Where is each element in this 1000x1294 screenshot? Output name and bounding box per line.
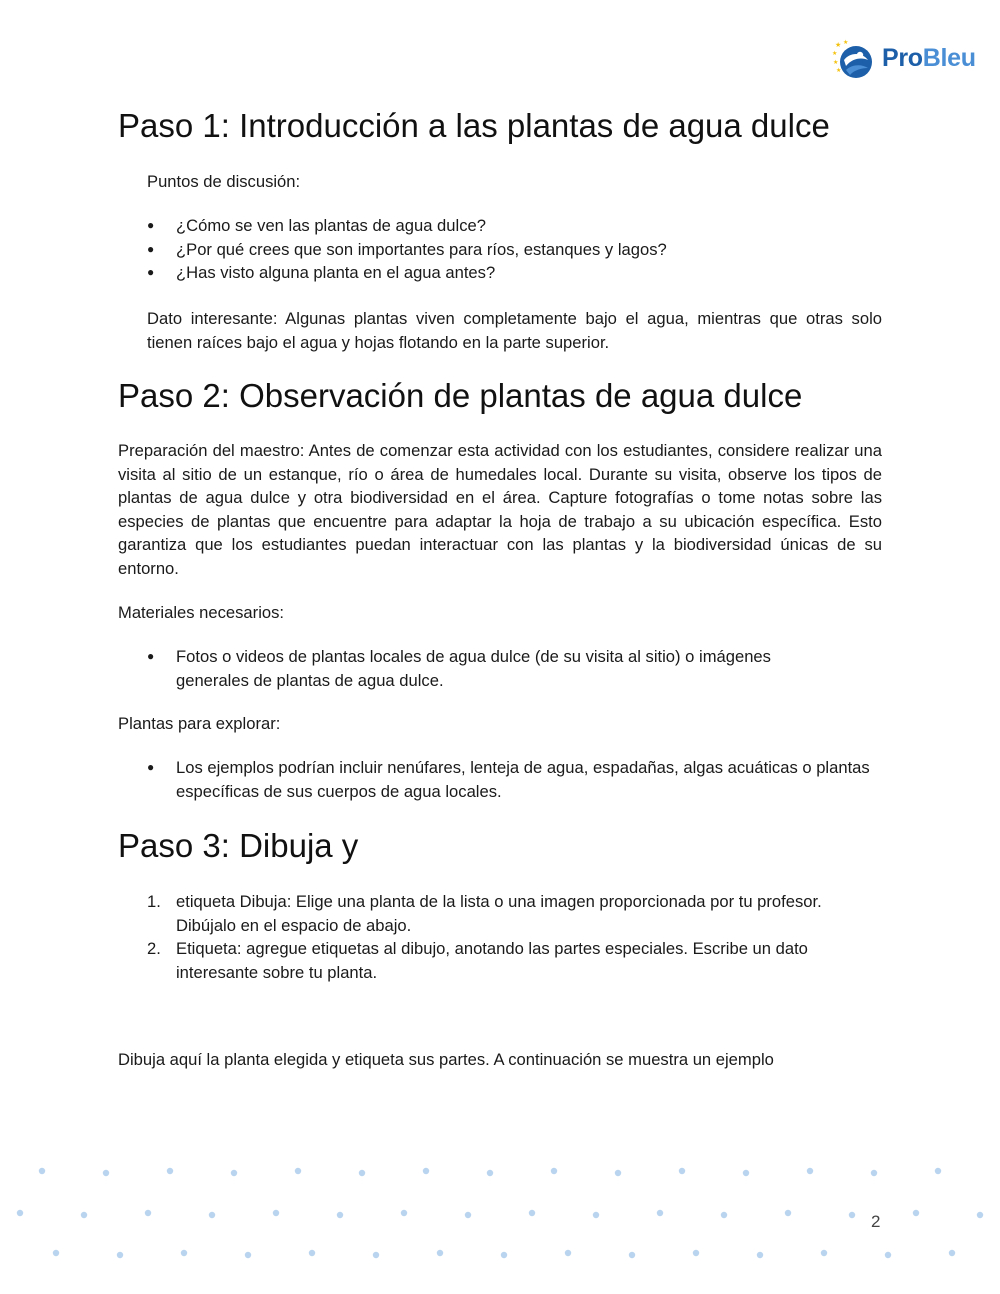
decorative-dot (949, 1250, 955, 1256)
step3-heading: Paso 3: Dibuja y (118, 827, 359, 864)
decorative-dot (807, 1168, 813, 1174)
decorative-dot (231, 1170, 237, 1176)
decorative-dot (145, 1210, 151, 1216)
decorative-dot (871, 1170, 877, 1176)
decorative-dot (465, 1212, 471, 1218)
step1-heading: Paso 1: Introducción a las plantas de agua dulce (118, 107, 830, 144)
decorative-dot (17, 1210, 23, 1216)
step-number: 2. (147, 939, 161, 958)
probleu-globe-icon (832, 38, 878, 82)
list-item: ● Fotos o videos de plantas locales de agua dulce (de su visita al sitio) o imágenes generales de plantas de agua dulce. (147, 645, 847, 692)
decorative-dot (373, 1252, 379, 1258)
decorative-dot-pattern (0, 1150, 1000, 1280)
list-item: ● ¿Has visto alguna planta en el agua antes? (147, 261, 887, 285)
step2-heading: Paso 2: Observación de plantas de agua dulce (118, 377, 803, 414)
decorative-dot (551, 1168, 557, 1174)
decorative-dot (167, 1168, 173, 1174)
svg-text:★: ★ (836, 68, 842, 74)
decorative-dot (359, 1170, 365, 1176)
decorative-dot (785, 1210, 791, 1216)
decorative-dot (295, 1168, 301, 1174)
decorative-dot (693, 1250, 699, 1256)
decorative-dot (181, 1250, 187, 1256)
decorative-dot (81, 1212, 87, 1218)
decorative-dot (487, 1170, 493, 1176)
decorative-dot (821, 1250, 827, 1256)
decorative-dot (273, 1210, 279, 1216)
decorative-dot (913, 1210, 919, 1216)
list-item: ● ¿Por qué crees que son importantes para ríos, estanques y lagos? (147, 238, 887, 262)
decorative-dot (245, 1252, 251, 1258)
decorative-dot (209, 1212, 215, 1218)
decorative-dot (977, 1212, 983, 1218)
decorative-dot (401, 1210, 407, 1216)
step-text: etiqueta Dibuja: Elige una planta de la lista o una imagen proporcionada por tu profesor. Dibújalo en el espacio de abajo. (176, 892, 822, 935)
plants-label: Plantas para explorar: (118, 714, 281, 733)
step-number: 1. (147, 892, 161, 911)
decorative-dot (679, 1168, 685, 1174)
materials-list (147, 645, 847, 692)
decorative-dot (117, 1252, 123, 1258)
list-item (147, 890, 882, 937)
decorative-dot (615, 1170, 621, 1176)
decorative-dot (437, 1250, 443, 1256)
decorative-dot (721, 1212, 727, 1218)
plants-list (147, 756, 872, 803)
page-number: 2 (871, 1212, 881, 1231)
brand-name (882, 44, 976, 73)
decorative-dot (103, 1170, 109, 1176)
drawing-instruction: Dibuja aquí la planta elegida y etiqueta sus partes. A continuación se muestra un ejemplo (118, 1050, 774, 1069)
decorative-dot (935, 1168, 941, 1174)
decorative-dot (501, 1252, 507, 1258)
drawing-steps-list (147, 890, 882, 984)
step-text: Etiqueta: agregue etiquetas al dibujo, anotando las partes especiales. Escribe un dato interesante sobre tu planta. (176, 939, 808, 982)
decorative-dot (593, 1212, 599, 1218)
discussion-questions-list (147, 214, 887, 285)
interesting-fact: Dato interesante: Algunas plantas viven completamente bajo el agua, mientras que otras solo tienen raíces bajo el agua y hojas flotando en la parte superior. (147, 309, 882, 352)
decorative-dot (309, 1250, 315, 1256)
discussion-label: Puntos de discusión: (147, 172, 301, 191)
decorative-dot (657, 1210, 663, 1216)
decorative-dot (885, 1252, 891, 1258)
list-item: ● Los ejemplos podrían incluir nenúfares, lenteja de agua, espadañas, algas acuáticas o plantas específicas de sus cuerpos de agua locales. (147, 756, 872, 803)
svg-text:★: ★ (832, 51, 838, 57)
list-item (147, 937, 882, 984)
list-item: ● ¿Cómo se ven las plantas de agua dulce? (147, 214, 887, 238)
brand-bleu: Bleu (922, 44, 976, 72)
brand-pro: Pro (882, 44, 923, 72)
decorative-dot (337, 1212, 343, 1218)
teacher-prep: Preparación del maestro: Antes de comenzar esta actividad con los estudiantes, considere realizar una visita al sitio de un estanque, río o área de humedales local. Durante su visita, observe los tipos de plantas de agua dulce y otra biodiversidad en el área. Capture fotografías o tome notas sobre las especies de plantas que encuentre para adaptar la hoja de trabajo a su ubicación específica. Esto garantiza que los estudiantes puedan interactuar con las plantas y la biodiversidad únicas de su entorno. (118, 441, 882, 578)
decorative-dot (529, 1210, 535, 1216)
decorative-dot (39, 1168, 45, 1174)
decorative-dot (757, 1252, 763, 1258)
decorative-dot (849, 1212, 855, 1218)
decorative-dot (743, 1170, 749, 1176)
svg-text:★: ★ (843, 40, 849, 46)
svg-text:★: ★ (835, 42, 842, 49)
decorative-dot (629, 1252, 635, 1258)
decorative-dot (53, 1250, 59, 1256)
decorative-dot (423, 1168, 429, 1174)
decorative-dot (565, 1250, 571, 1256)
materials-label: Materiales necesarios: (118, 603, 285, 622)
probleu-logo (832, 38, 982, 82)
svg-text:★: ★ (833, 60, 839, 66)
